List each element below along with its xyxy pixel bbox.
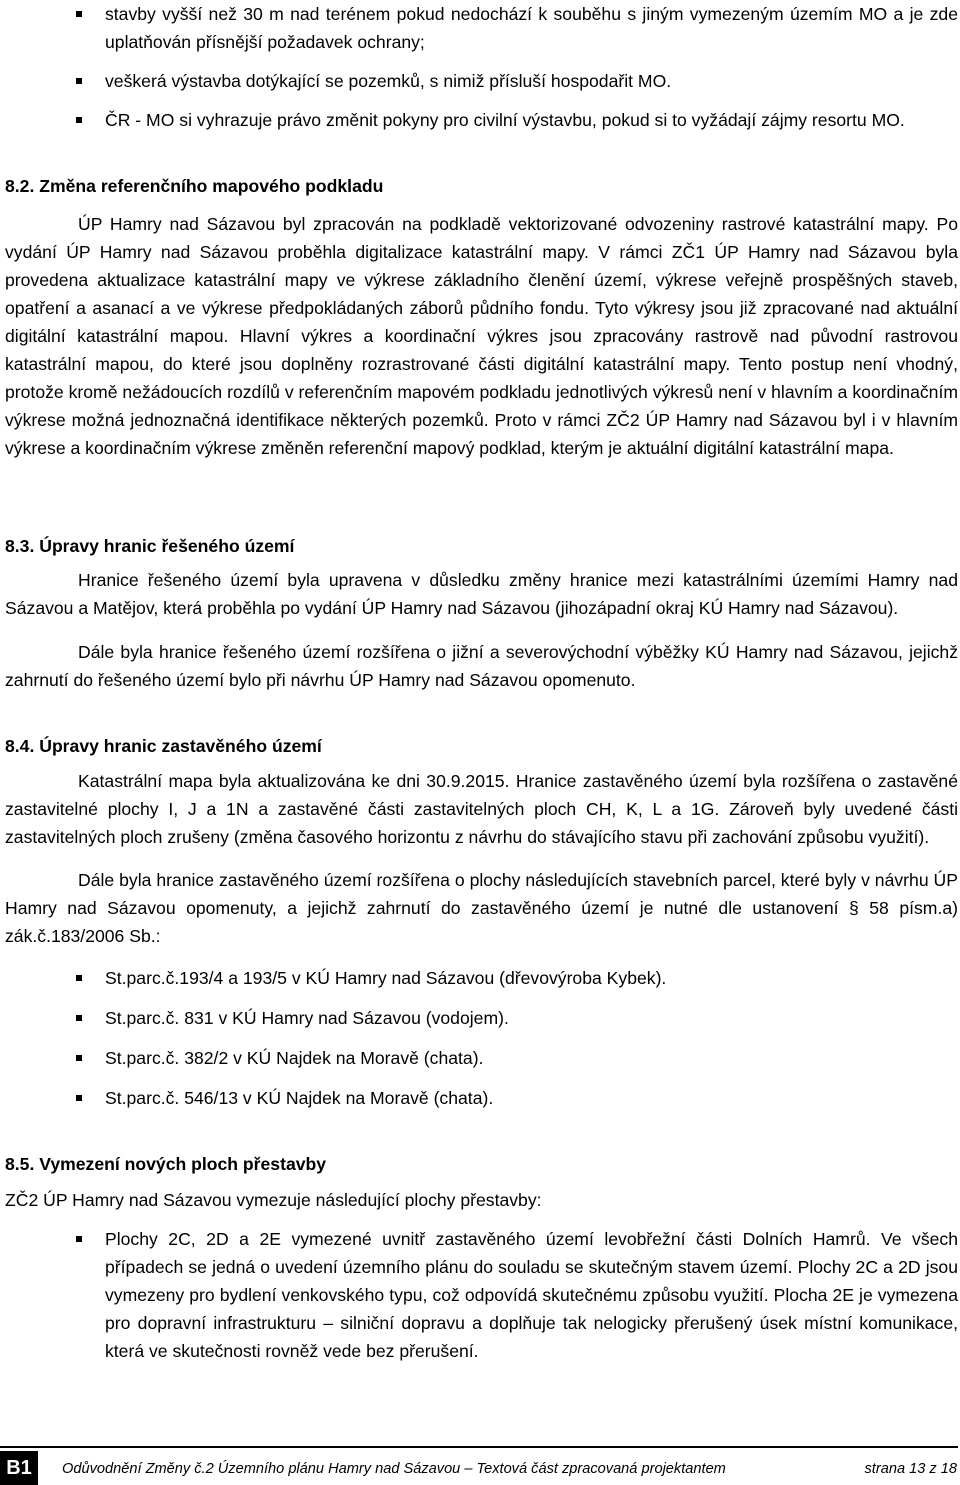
list-item: Plochy 2C, 2D a 2E vymezené uvnitř zastavěného území levobřežní části Dolních Hamrů. Ve všech případech se jedná o uvedení územního plánu do souladu se skutečným stavem území. Plochy 2C a 2D jsou vymezeny pro bydlení venkovského typu, což odpovídá skutečnému způsobu využití. Plocha 2E je vymezena pro dopravní infrastrukturu – silniční dopravu a doplňuje tak nelogicky přerušený úsek místní komunikace, která ve skutečnosti rovněž vede bez přerušení. xyxy=(5,1225,958,1365)
footer-document-title: Odůvodnění Změny č.2 Územního plánu Hamry nad Sázavou – Textová část zpracovaná projektantem xyxy=(62,1461,726,1477)
square-bullet-icon xyxy=(76,78,82,84)
square-bullet-icon xyxy=(76,1236,82,1242)
square-bullet-icon xyxy=(76,11,82,17)
section-heading: 8.4. Úpravy hranic zastavěného území xyxy=(5,736,322,756)
page-footer xyxy=(0,1446,960,1485)
section-heading: 8.5. Vymezení nových ploch přestavby xyxy=(5,1154,327,1174)
square-bullet-icon xyxy=(76,1095,82,1101)
list-item: ČR - MO si vyhrazuje právo změnit pokyny pro civilní výstavbu, pokud si to vyžádají zájmy resortu MO. xyxy=(5,106,958,134)
section-8-3 xyxy=(5,532,958,694)
square-bullet-icon xyxy=(76,117,82,123)
footer-divider xyxy=(0,1446,958,1448)
paragraph: Dále byla hranice řešeného území rozšířena o jižní a severovýchodní výběžky KÚ Hamry nad Sázavou, jejichž zahrnutí do řešeného území bylo při návrhu ÚP Hamry nad Sázavou opomenuto. xyxy=(5,642,958,690)
list-item: stavby vyšší než 30 m nad terénem pokud nedochází k souběhu s jiným vymezeným územím MO a je zde uplatňován přísnější požadavek ochrany; xyxy=(5,0,958,56)
square-bullet-icon xyxy=(76,1055,82,1061)
list-item: veškerá výstavba dotýkající se pozemků, s nimiž přísluší hospodařit MO. xyxy=(5,67,958,95)
paragraph: Dále byla hranice zastavěného území rozšířena o plochy následujících stavebních parcel, které byly v návrhu ÚP Hamry nad Sázavou opomenuty, a jejichž zahrnutí do zastavěného území je nutné dle ustanovení § 58 písm.a) zák.č.183/2006 Sb.: xyxy=(5,870,958,946)
section-8-2 xyxy=(5,172,958,462)
paragraph: Hranice řešeného území byla upravena v důsledku změny hranice mezi katastrálními územími Hamry nad Sázavou a Matějov, která proběhla po vydání ÚP Hamry nad Sázavou (jihozápadní okraj KÚ Hamry nad Sázavou). xyxy=(5,570,958,618)
paragraph: ZČ2 ÚP Hamry nad Sázavou vymezuje následující plochy přestavby: xyxy=(5,1190,542,1210)
section-heading: 8.2. Změna referenčního mapového podkladu xyxy=(5,176,384,196)
square-bullet-icon xyxy=(76,975,82,981)
section-badge: B1 xyxy=(0,1451,38,1485)
paragraph: Katastrální mapa byla aktualizována ke dni 30.9.2015. Hranice zastavěného území byla rozšířena o zastavěné zastavitelné plochy I, J a 1N a zastavěné části zastavitelných ploch CH, K, L a 1G. Zároveň byly uvedené části zastavitelných ploch zrušeny (změna časového horizontu z návrhu do stávajícího stavu při zachování způsobu využití). xyxy=(5,771,958,847)
section-8-5 xyxy=(5,1150,958,1365)
section-heading: 8.3. Úpravy hranic řešeného území xyxy=(5,536,295,556)
list-item: St.parc.č. 546/13 v KÚ Najdek na Moravě (chata). xyxy=(5,1084,958,1112)
redevelopment-list xyxy=(5,1225,958,1365)
defense-conditions-list xyxy=(5,0,958,145)
list-item: St.parc.č.193/4 a 193/5 v KÚ Hamry nad Sázavou (dřevovýroba Kybek). xyxy=(5,964,958,992)
list-item: St.parc.č. 382/2 v KÚ Najdek na Moravě (chata). xyxy=(5,1044,958,1072)
list-item: St.parc.č. 831 v KÚ Hamry nad Sázavou (vodojem). xyxy=(5,1004,958,1032)
square-bullet-icon xyxy=(76,1015,82,1021)
paragraph: ÚP Hamry nad Sázavou byl zpracován na podkladě vektorizované odvozeniny rastrové katastrální mapy. Po vydání ÚP Hamry nad Sázavou proběhla digitalizace katastrální mapy. V rámci ZČ1 ÚP Hamry nad Sázavou byla provedena aktualizace katastrální mapy ve výkrese základního členění území, výkrese veřejně prospěšných staveb, opatření a asanací a ve výkrese předpokládaných záborů půdního fondu. Tyto výkresy jsou již zpracované nad aktuální digitální katastrální mapou. Hlavní výkres a koordinační výkres jsou zpracovány rastrově nad původní rastrovou katastrální mapou, do které jsou doplněny rozrastrované části digitální katastrální mapy. Tento postup není vhodný, protože kromě nežádoucích rozdílů v referenčním mapovém podkladu jednotlivých výkresů není v hlavním a koordinačním výkrese možná jednoznačná identifikace některých pozemků. Proto v rámci ZČ2 ÚP Hamry nad Sázavou byl i v hlavním výkrese a koordinačním výkrese změněn referenční mapový podklad, kterým je aktuální digitální katastrální mapa. xyxy=(5,214,958,458)
page-number: strana 13 z 18 xyxy=(864,1461,957,1477)
section-8-4 xyxy=(5,732,958,1124)
parcel-list xyxy=(5,964,958,1112)
